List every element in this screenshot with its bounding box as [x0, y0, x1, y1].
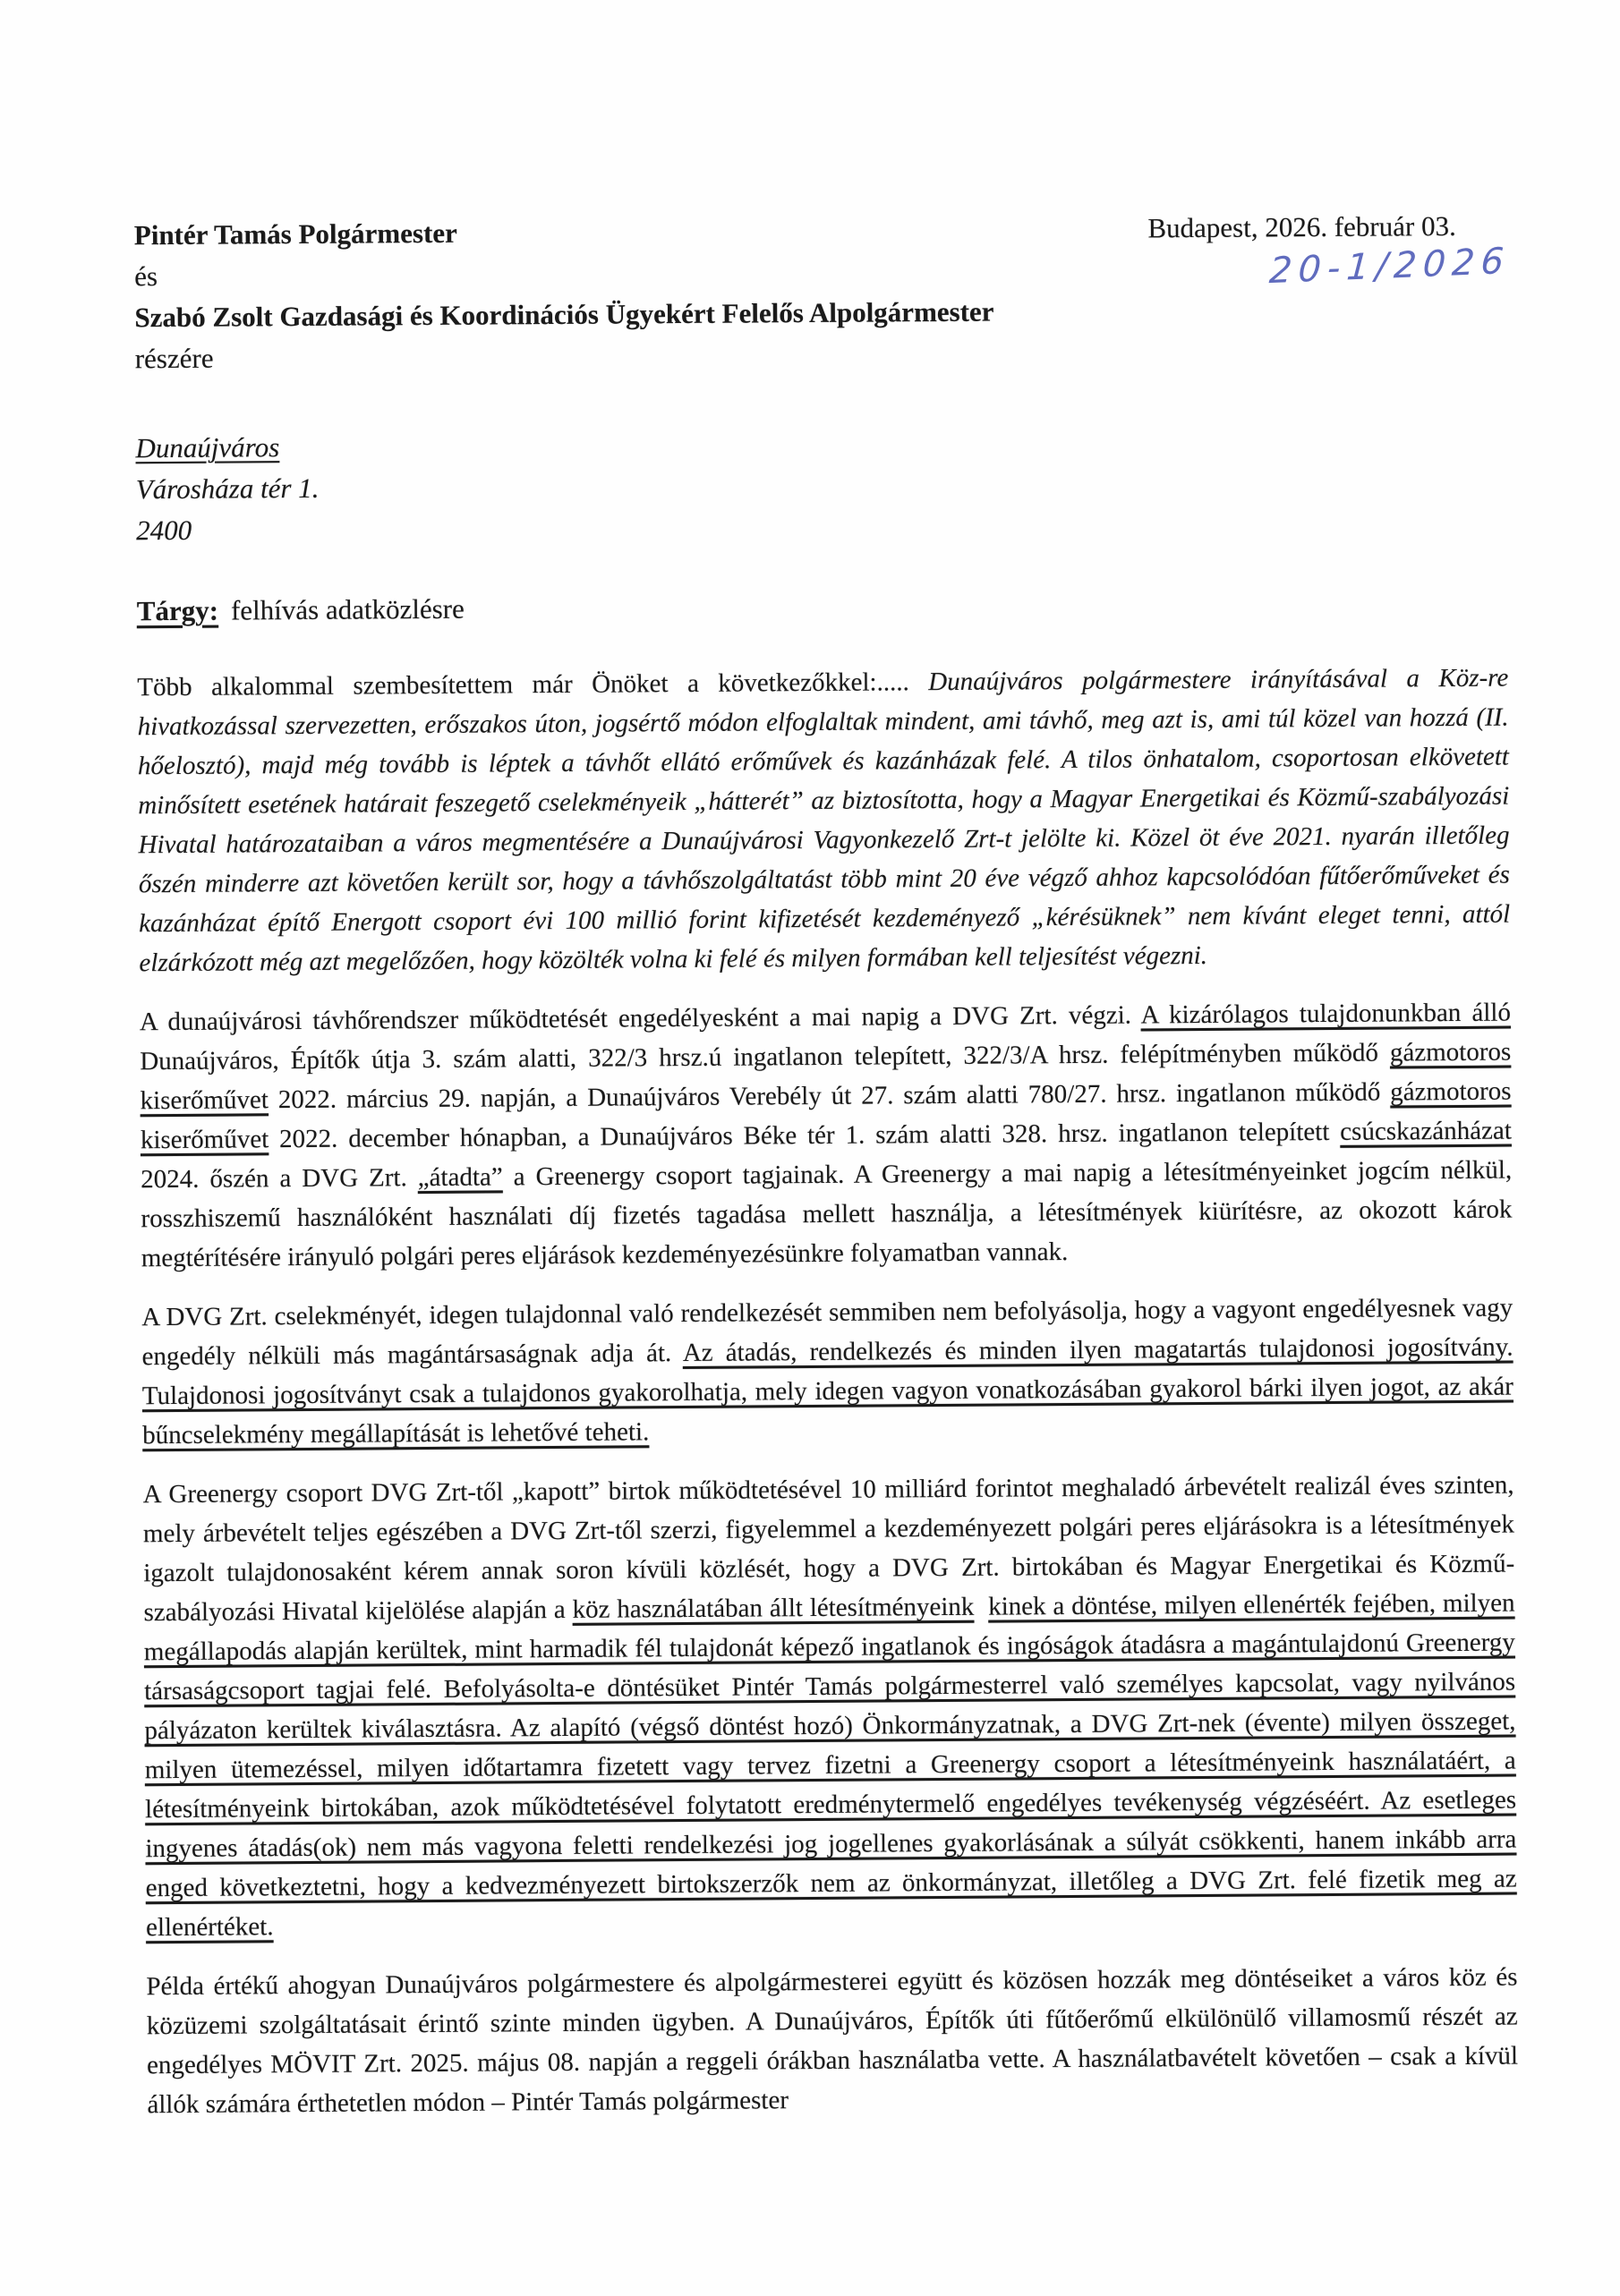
text-run: „átadta” — [417, 1162, 503, 1193]
subject-line — [137, 582, 1508, 633]
text-run: Több alkalommal szembesítettem már Önöket a következőkkel:..... — [137, 668, 929, 702]
text-run: A DVG Zrt. cselekményét, idegen tulajdonnal való rendelkezését semmiben nem befolyásolja, hogy a vagyont engedélyesnek vagy engedély nélküli más magántársaságnak adja át. — [141, 1293, 1513, 1372]
date-block — [1147, 206, 1512, 293]
date-line: Budapest, 2026. február 03. — [1147, 209, 1456, 244]
text-run — [974, 1593, 988, 1621]
letter-header — [133, 206, 1512, 380]
subject-text: felhívás adatközlésre — [230, 592, 465, 626]
subject-label: Tárgy: — [136, 594, 219, 627]
recipient-block — [134, 209, 994, 380]
paragraph — [146, 1958, 1518, 2125]
text-run: Példa értékű ahogyan Dunaújváros polgármestere és alpolgármesterei együtt és közösen hozzák meg döntéseiket a város köz és közüzemi szolgáltatásait érintő szinte minden ügyben. A Dunaújváros, Építők úti fűtőerőmű elkülönülő villamosmű részét az engedélyes MÖVIT Zrt. 2025. május 08. napján a reggeli órákban használatba vette. A használatbavételt követően – csak a kívül állók számára érthetetlen módon – Pintér Tamás polgármester — [146, 1962, 1519, 2120]
text-run: Az átadás, rendelkezés és minden ilyen magatartás tulajdonosi jogosítvány. Tulajdonosi jogosítványt csak a tulajdonos gyakorolhatja, mely idegen vagyon vonatkozásában gyakorol bárki ilyen jogot, az akár bűncselekmény megállapítását is lehetővé teheti. — [141, 1332, 1513, 1450]
paragraph — [142, 1466, 1517, 1948]
address-postal-code: 2400 — [135, 514, 192, 547]
text-run: A dunaújvárosi távhőrendszer működtetését engedélyesként a mai napig a DVG Zrt. végzi. — [139, 1000, 1141, 1037]
text-run: kinek a döntése, milyen ellenérték fejében, milyen megállapodás alapján kerültek, mint harmadik fél tulajdonát képező ingatlanok és ingóságok átadásra a magántulajdonú Greenergy társaságcsoport tagjai felé. Befolyásolta-e döntésüket Pintér Tamás polgármesterrel való személyes kapcsolat, vagy nyilvános pályázaton kerültek kiválasztásra. Az alapító (végső döntést hozó) Önkormányzatnak, a DVG Zrt-nek (évente) milyen összeget, milyen ütemezéssel, milyen időtartamra fizetett vagy tervez fizetni a Greenergy csoport a létesítményeink használatáért, a létesítményeink birtokában, azok működtetésével folytatott eredménytermelő engedélyes tevékenység végzéséért. Az esetleges ingyenes átadás(ok) nem más vagyona feletti rendelkezési jog jogellenes gyakorlásának a súlyát csökkenti, hanem inkább arra enged következtetni, hogy a kedvezményezett birtokszerzők nem az önkormányzat, illetőleg a DVG Zrt. felé fizetik meg az ellenértéket. — [143, 1588, 1517, 1943]
text-run: csúcskazánházat — [1340, 1116, 1512, 1146]
text-run: gázmotoros kiserőművet — [140, 1037, 1512, 1116]
text-run: Dunaújváros, Építők útja 3. szám alatti, 322/3 hrsz.ú ingatlanon telepített, 322/3/A hrsz. felépítményben működő — [140, 1038, 1391, 1076]
paragraph — [141, 1288, 1513, 1456]
recipient-conjunction: és — [134, 260, 158, 293]
address-city: Dunaújváros — [135, 431, 280, 464]
text-run: A Greenergy csoport DVG Zrt-től „kapott” birtok működtetésével 10 milliárd forintot meghaladó árbevételt realizál éves szinten, mely árbevételt teljes egészében a DVG Zrt-től szerzi, figyelemmel a kezdeményezett polgári peres eljárásokra is a létesítmények igazolt tulajdonosaként kérem annak soron kívüli közlését, hogy a DVG Zrt. birtokában és Magyar Energetikai és Közmű-szabályozási Hivatal kijelölése alapján a — [142, 1470, 1515, 1628]
text-run: köz használatában állt létesítményeink — [572, 1592, 975, 1624]
handwritten-reference-number: 20-1/2026 — [1267, 240, 1512, 293]
text-run: 2022. december hónapban, a Dunaújváros Béke tér 1. szám alatti 328. hrsz. ingatlanon telepített — [269, 1117, 1341, 1154]
recipient-suffix: részére — [134, 342, 214, 375]
address-street: Városháza tér 1. — [135, 472, 320, 506]
text-run: A kizárólagos tulajdonunkban álló — [1140, 998, 1512, 1030]
letter-body — [137, 659, 1518, 2125]
text-run: a Greenergy csoport tagjainak. A Greenergy a mai napig a létesítményeinket jogcím nélkül, rosszhiszemű használóként használati díj fizetés tagadása mellett használja, a létesítmények kiürítésre, az okozott károk megtérítésére irányuló polgári peres eljárások kezdeményezésünkre folyamatban vannak. — [141, 1155, 1513, 1273]
text-run: 2024. őszén a DVG Zrt. — [141, 1163, 418, 1195]
recipient-name-1: Pintér Tamás Polgármester — [133, 217, 457, 251]
text-run: 2022. március 29. napján, a Dunaújváros Verebély út 27. szám alatti 780/27. hrsz. ingatlanon működő — [268, 1077, 1391, 1115]
recipient-name-2: Szabó Zsolt Gazdasági és Koordinációs Ügyekért Felelős Alpolgármester — [134, 295, 994, 334]
text-run: gázmotoros kiserőművet — [140, 1076, 1512, 1155]
address-block — [135, 419, 1507, 552]
text-run: Dunaújváros polgármestere irányításával a Köz-re hivatkozással szervezetten, erőszakos úton, jogsértő módon elfoglaltak mindent, ami távhő, meg azt is, ami túl közel van hozzá (II. hőelosztó), majd még tovább is léptek a távhőt ellátó erőművek és kazánházak felé. A tilos önhatalom, csoportosan elkövetett minősített esetének határait feszegető cselekményeik „hátterét” az biztosította, hogy a Magyar Energetikai és Közmű-szabályozási Hivatal határozataiban a város megmentésére a Dunaújvárosi Vagyonkezelő Zrt-t jelölte ki. Közel öt éve 2021. nyarán illetőleg őszén minderre azt követően került sor, hogy a távhőszolgáltatást több mint 20 éve végző ahhoz kapcsolódóan fűtőerőműveket és kazánházat építő Energott csoport évi 100 millió forint kifizetését kezdeményező „kérésüknek” nem kívánt eleget tenni, attól elzárkózott még azt megelőzően, hogy közölték volna ki felé és milyen formában kell teljesítést végezni. — [137, 663, 1511, 978]
paragraph — [137, 659, 1510, 983]
paragraph — [140, 993, 1513, 1279]
